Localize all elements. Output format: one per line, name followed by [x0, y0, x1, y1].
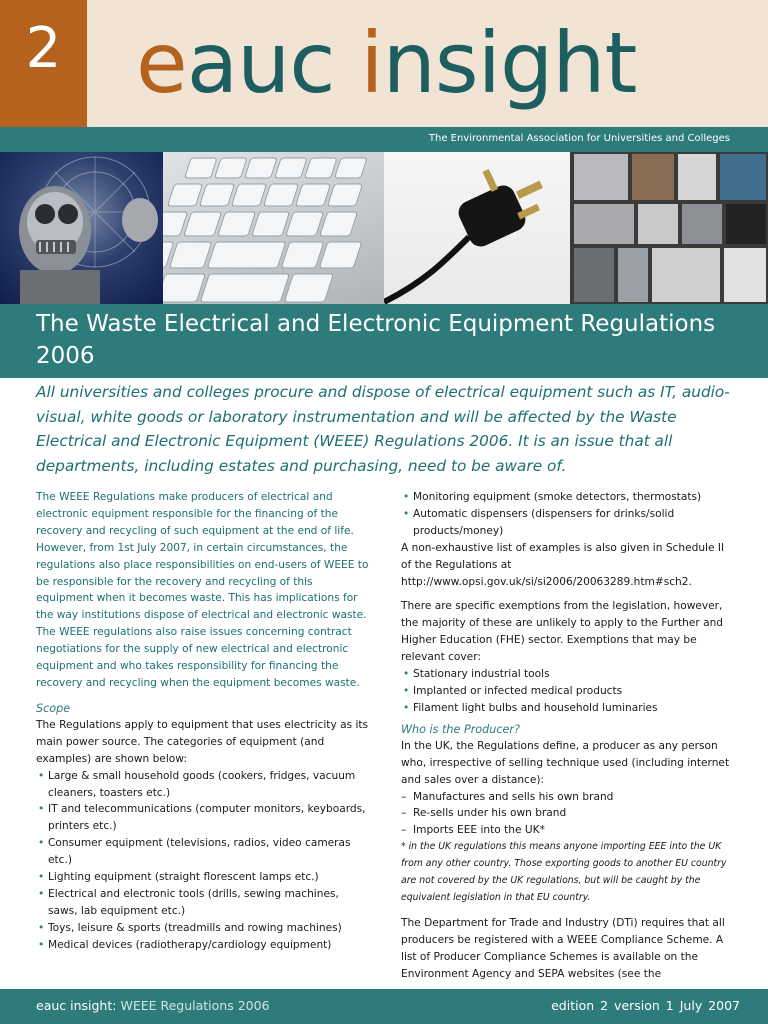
scope-heading: Scope [36, 701, 71, 715]
tools-thumb [638, 204, 678, 244]
intro-paragraph: All universities and colleges procure and dispose of electrical equipment such as IT, audio-visual, white goods or laboratory instrumentation and will be affected by the Waste Electrical and Electronic Equipment (WEEE) Regulations 2006. It is an issue that all departments, including estates and purchasing, need to be aware of. [36, 383, 730, 475]
masthead [0, 0, 768, 127]
list-item: • Medical devices (radiotherapy/cardiology equipment) [36, 937, 370, 954]
producer-list [401, 789, 731, 840]
appliances-collage-image [570, 152, 768, 304]
issue-number-box [0, 0, 87, 127]
exemptions-list [401, 666, 731, 717]
categories-list [36, 768, 370, 954]
kettle-thumb [678, 154, 716, 200]
list-item: • Large & small household goods (cookers, fridges, vacuum cleaners, toasters etc.) [36, 768, 370, 802]
subtitle-band [0, 127, 768, 152]
telephone-thumb [632, 154, 674, 200]
dvd-thumb [682, 204, 722, 244]
speaker-thumb [574, 248, 614, 302]
scope-paragraph: The Regulations apply to equipment that uses electricity as its main power source. The categories of equipment (and examples) are shown below: [36, 718, 369, 765]
producer-paragraph: In the UK, the Regulations define, a producer as any person who, irrespective of selling technique used (including internet and sales over a distance): [401, 739, 730, 786]
brand-e: e [136, 14, 187, 112]
blender-thumb [724, 248, 766, 302]
plug-image [384, 152, 570, 304]
article-title: The Waste Electrical and Electronic Equipment Regulations 2006 [36, 311, 716, 369]
list-item: • Monitoring equipment (smoke detectors, thermostats) [401, 489, 731, 506]
list-item: – Re-sells under his own brand [401, 805, 731, 822]
monitor-thumb [720, 154, 766, 200]
keyboard-image [163, 152, 384, 304]
categories-list-continued [401, 489, 731, 540]
camera-thumb [726, 204, 766, 244]
list-item: • Automatic dispensers (dispensers for drinks/solid products/money) [401, 506, 731, 540]
list-item: • Stationary industrial tools [401, 666, 731, 683]
footer-brand: eauc insight: [36, 998, 121, 1013]
schedule-paragraph: A non-exhaustive list of examples is also given in Schedule II of the Regulations at http://www.opsi.gov.uk/si/si2006/20063289.htm#sch2. [401, 541, 725, 588]
brand-logo [136, 8, 636, 118]
list-item: • Implanted or infected medical products [401, 683, 731, 700]
hairdryer-thumb [652, 248, 720, 302]
footer-section: WEEE Regulations 2006 [120, 998, 270, 1013]
lead-paragraph: The WEEE Regulations make producers of electrical and electronic equipment responsible for the financing of the recovery and recycling of such equipment at the end of life. However, from 1st July 2007, in certain circumstances, the regulations also place responsibilities on end-users of WEEE to be responsible for the recovery and recycling of this equipment when it becomes waste. This has implications for the way institutions dispose of electrical and electronic waste. The WEEE regulations also raise issues concerning contract negotiations for the supply of new electrical and electronic equipment and who takes responsibility for financing the recovery and recycling when the equipment becomes waste. [36, 491, 369, 689]
list-item: • Electrical and electronic tools (drills, sewing machines, saws, lab equipment etc.) [36, 886, 370, 920]
footer-bar [0, 989, 768, 1024]
left-column [36, 489, 370, 954]
title-band [0, 304, 768, 378]
importer-footnote: * in the UK regulations this means anyone importing EEE into the UK from any other country. Those exporting goods to another EU country are not covered by the UK regulations, but will be caught by the equivalent legislation in that EU country. [401, 841, 727, 903]
list-item: – Imports EEE into the UK* [401, 822, 731, 839]
exemptions-paragraph: There are specific exemptions from the legislation, however, the majority of these are unlikely to apply to the Further and Higher Education (FHE) sector. Exemptions that may be relevant cover: [401, 600, 724, 664]
photo-strip [0, 152, 768, 304]
dti-paragraph: The Department for Trade and Industry (DTi) requires that all producers be registered with a WEEE Compliance Scheme. A list of Producer Compliance Schemes is available on the Environment Agency and SEPA websites (see the [401, 916, 725, 980]
list-item: • Toys, leisure & sports (treadmills and rowing machines) [36, 920, 370, 937]
list-item: – Manufactures and sells his own brand [401, 789, 731, 806]
stereo-thumb [574, 204, 634, 244]
footer-title [36, 998, 270, 1013]
mobile-phone-thumb [618, 248, 648, 302]
footer-edition: edition 2 version 1 July 2007 [551, 998, 740, 1013]
brand-nsight: nsight [382, 14, 637, 112]
list-item: • Consumer equipment (televisions, radios, video cameras etc.) [36, 835, 370, 869]
producer-heading: Who is the Producer? [401, 722, 520, 736]
clock-radio-thumb [574, 154, 628, 200]
list-item: • Filament light bulbs and household luminaries [401, 700, 731, 717]
list-item: • Lighting equipment (straight florescent lamps etc.) [36, 869, 370, 886]
right-column [401, 489, 731, 982]
list-item: • IT and telecommunications (computer monitors, keyboards, printers etc.) [36, 801, 370, 835]
brand-auc: auc [186, 14, 361, 112]
robot-sculpture-image [0, 152, 163, 304]
association-subtitle: The Environmental Association for Universities and Colleges [428, 133, 730, 144]
brand-i: i [360, 14, 383, 112]
issue-number: 2 [25, 16, 62, 81]
